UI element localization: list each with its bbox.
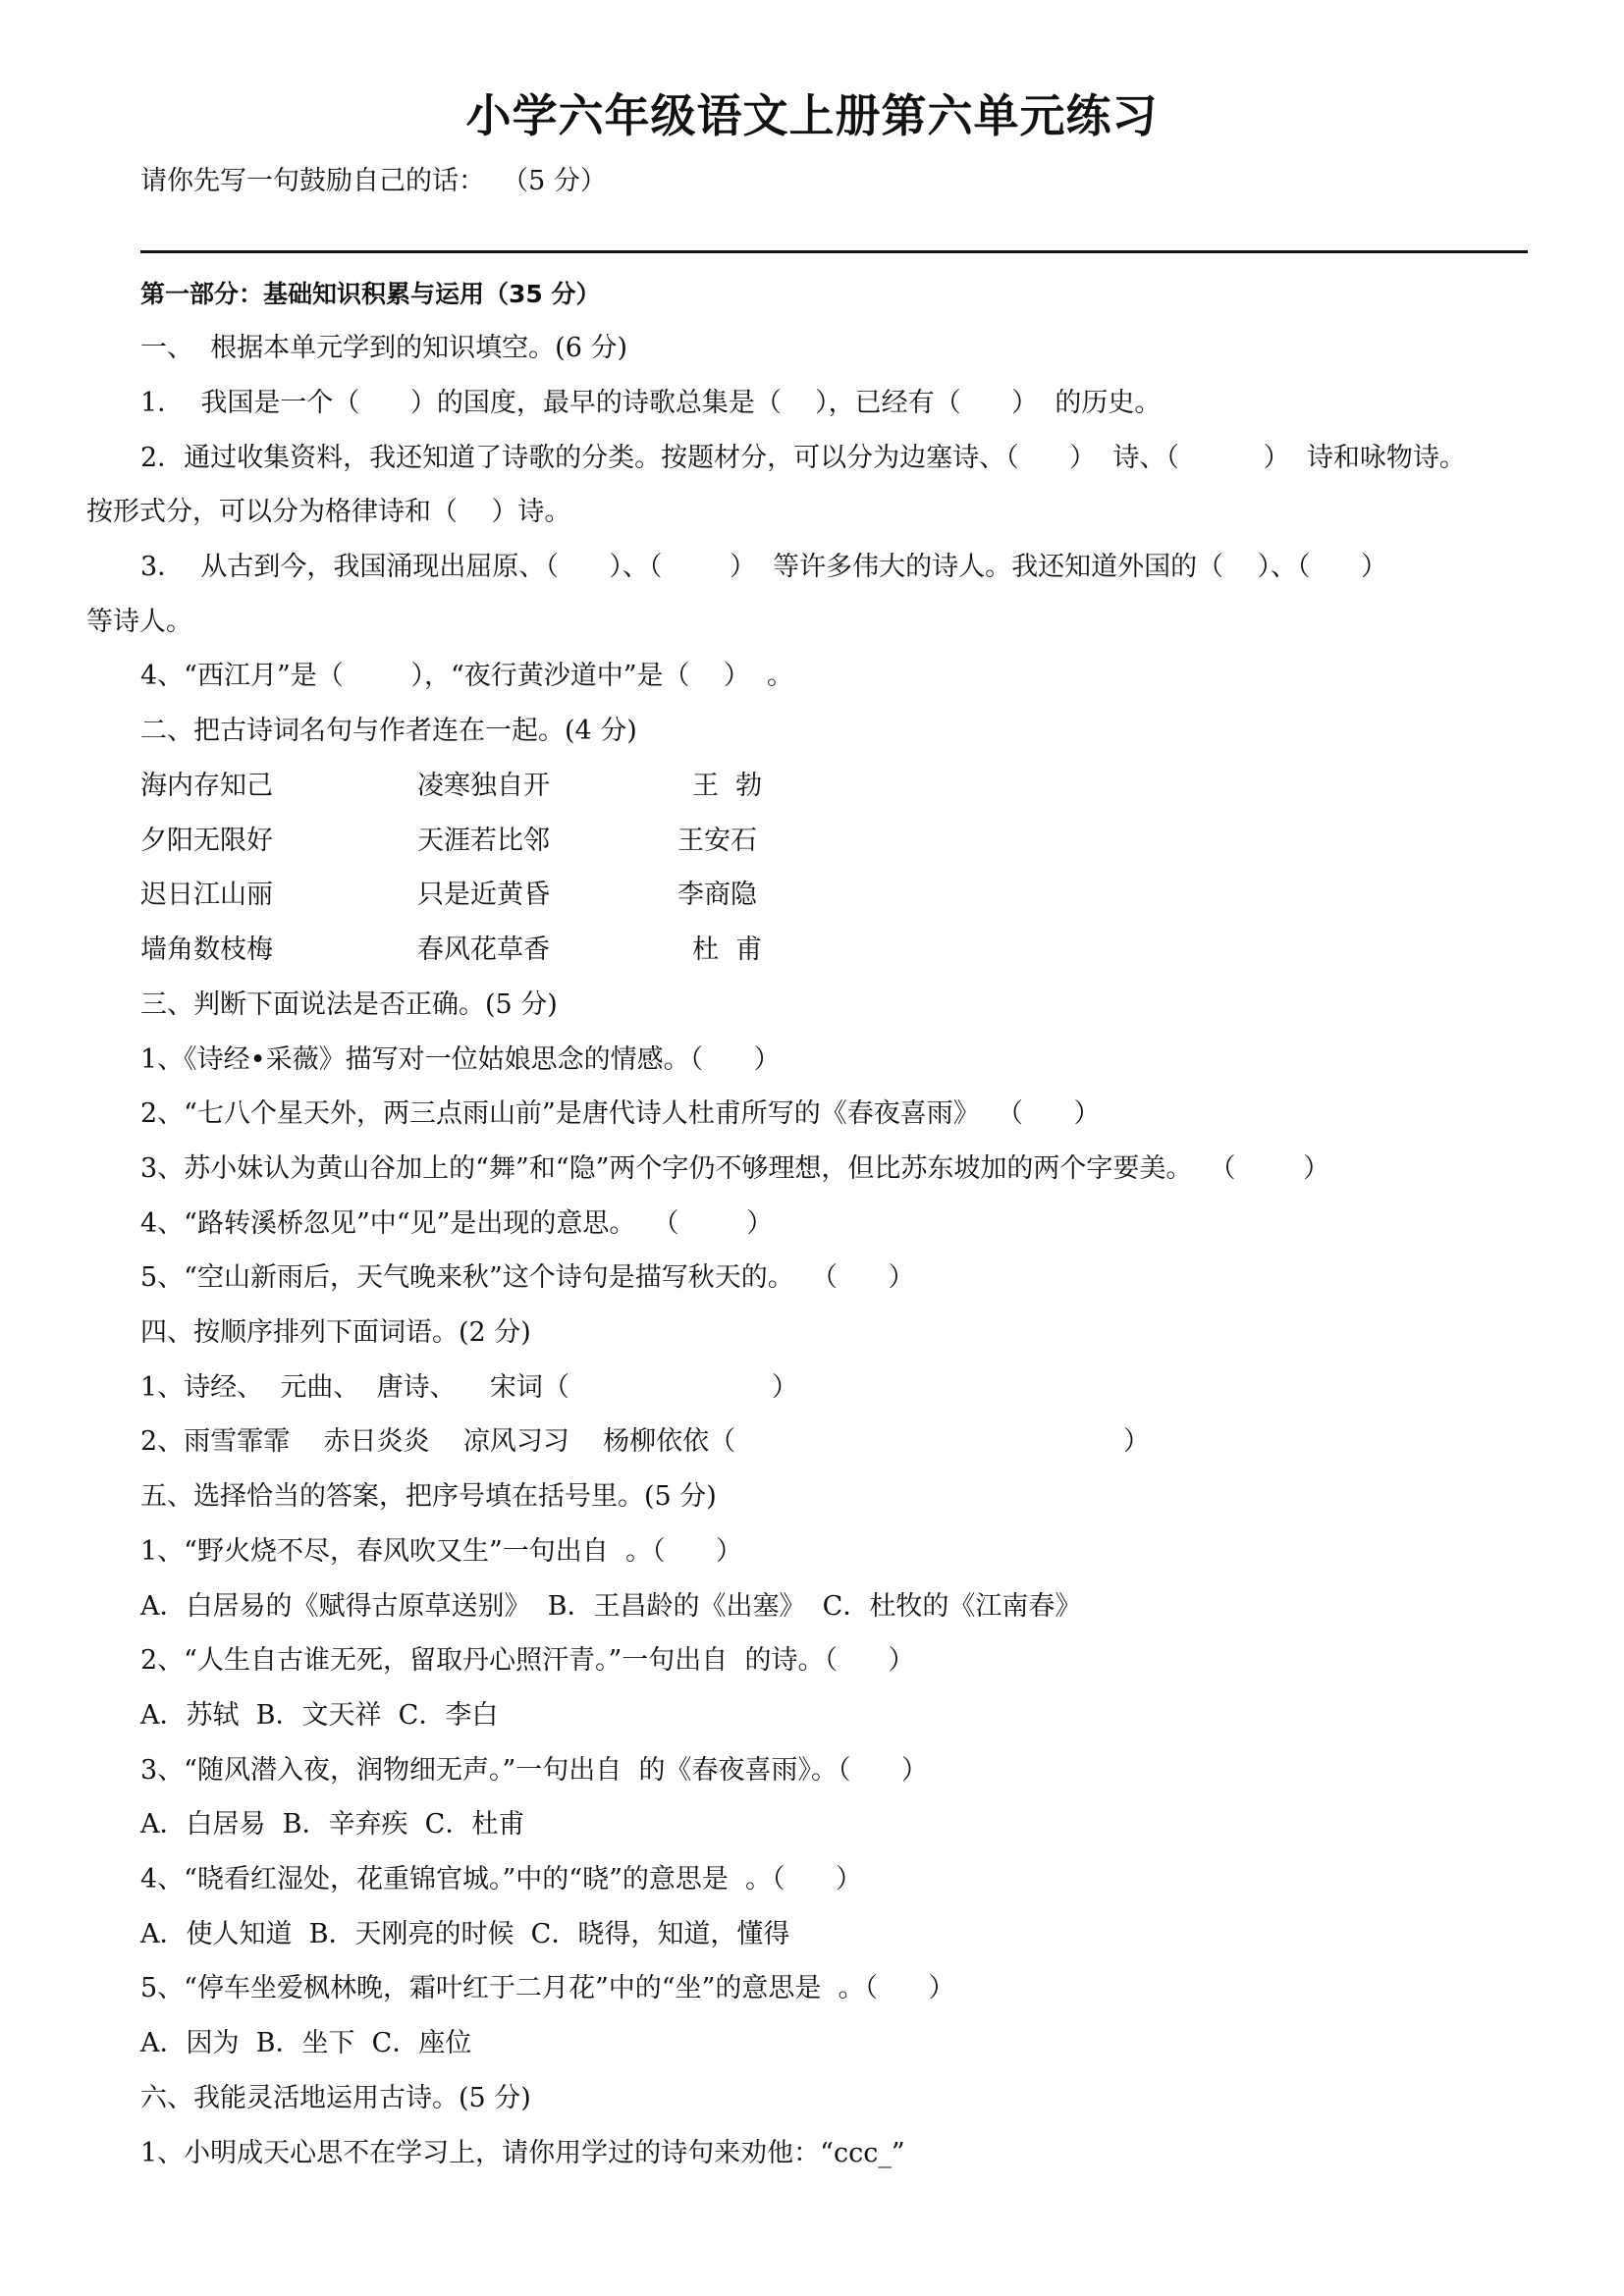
match-author-3: 李商隐 — [677, 880, 757, 910]
s1-line-2-cont: 按形式分，可以分为格律诗和（ ）诗。 — [86, 497, 571, 527]
s1-line-4: 4、“西江月”是（ ），“夜行黄沙道中”是（ ） 。 — [140, 661, 794, 691]
s3-line-1: 1、《诗经•采薇》描写对一位姑娘思念的情感。（ ） — [140, 1044, 781, 1075]
s5-q3: 3、“随风潜入夜，润物细无声。”一句出自 的《春夜喜雨》。（ ） — [140, 1755, 928, 1786]
section3-heading: 三、判断下面说法是否正确。(5 分) — [140, 989, 558, 1020]
s1-line-2: 2．通过收集资料，我还知道了诗歌的分类。按题材分，可以分为边塞诗、（ ） 诗、（ ） 诗和咏物诗。 — [140, 443, 1466, 473]
page-title: 小学六年级语文上册第六单元练习 — [465, 89, 1159, 142]
match-left-3: 迟日江山丽 — [140, 880, 273, 910]
match-author-2: 王安石 — [677, 826, 757, 856]
match-mid-4: 春风花草香 — [417, 934, 550, 965]
s4-line-2: 2、雨雪霏霏 赤日炎炎 凉风习习 杨柳依依（ ） — [140, 1426, 1150, 1457]
s4-line-1: 1、诗经、 元曲、 唐诗、 宋词（ ） — [140, 1372, 798, 1403]
section2-heading: 二、把古诗词名句与作者连在一起。(4 分) — [140, 716, 637, 746]
s5-q4-options: A．使人知道 B．天刚亮的时候 C．晓得，知道，懂得 — [140, 1919, 790, 1949]
s3-line-5: 5、“空山新雨后，天气晚来秋”这个诗句是描写秋天的。 （ ） — [140, 1262, 915, 1293]
s5-q5: 5、“停车坐爱枫林晚，霜叶红于二月花”中的“坐”的意思是 。（ ） — [140, 1973, 955, 2003]
match-mid-3: 只是近黄昏 — [417, 880, 550, 910]
match-author-4: 杜 甫 — [692, 934, 763, 965]
section5-heading: 五、选择恰当的答案，把序号填在括号里。(5 分) — [140, 1481, 717, 1512]
match-left-4: 墙角数枝梅 — [140, 934, 273, 965]
match-author-1: 王 勃 — [692, 771, 763, 801]
match-mid-1: 凌寒独自开 — [417, 771, 550, 801]
s3-line-3: 3、苏小妹认为黄山谷加上的“舞”和“隐”两个字仍不够理想，但比苏东坡加的两个字要美。 （ ） — [140, 1153, 1330, 1184]
s3-line-4: 4、“路转溪桥忽见”中“见”是出现的意思。 （ ） — [140, 1208, 774, 1239]
s5-q3-options: A．白居易 B．辛弃疾 C．杜甫 — [140, 1809, 525, 1840]
intro-prompt: 请你先写一句鼓励自己的话： （5 分） — [140, 166, 607, 196]
section1-heading: 一、 根据本单元学到的知识填空。(6 分) — [140, 333, 627, 363]
match-left-1: 海内存知己 — [140, 771, 273, 801]
section6-heading: 六、我能灵活地运用古诗。(5 分) — [140, 2083, 531, 2113]
s1-line-3-cont: 等诗人。 — [86, 607, 192, 637]
match-left-2: 夕阳无限好 — [140, 826, 273, 856]
s1-line-1: 1． 我国是一个（ ）的国度，最早的诗歌总集是（ ），已经有（ ） 的历史。 — [140, 388, 1162, 418]
s3-line-2: 2、“七八个星天外，两三点雨山前”是唐代诗人杜甫所写的《春夜喜雨》 （ ） — [140, 1098, 1101, 1129]
s5-q1-options: A．白居易的《赋得古原草送别》 B．王昌龄的《出塞》 C．杜牧的《江南春》 — [140, 1591, 1082, 1622]
s6-line-1: 1、小明成天心思不在学习上，请你用学过的诗句来劝他：“ccc_” — [140, 2138, 905, 2168]
section4-heading: 四、按顺序排列下面词语。(2 分) — [140, 1317, 531, 1348]
s5-q2-options: A．苏轼 B．文天祥 C．李白 — [140, 1700, 499, 1731]
s5-q2: 2、“人生自古谁无死，留取丹心照汗青。”一句出自 的诗。（ ） — [140, 1645, 915, 1676]
match-mid-2: 天涯若比邻 — [417, 826, 550, 856]
s5-q5-options: A．因为 B．坐下 C．座位 — [140, 2028, 472, 2058]
s1-line-3: 3． 从古到今，我国涌现出屈原、（ ）、（ ） 等许多伟大的诗人。我还知道外国的（ ）、（ ） — [140, 552, 1387, 582]
answer-line — [140, 250, 1528, 253]
s5-q1: 1、“野火烧不尽，春风吹又生”一句出自 。（ ） — [140, 1536, 742, 1567]
s5-q4: 4、“晓看红湿处，花重锦官城。”中的“晓”的意思是 。（ ） — [140, 1864, 863, 1895]
part1-heading: 第一部分：基础知识积累与运用（35 分） — [140, 280, 601, 308]
